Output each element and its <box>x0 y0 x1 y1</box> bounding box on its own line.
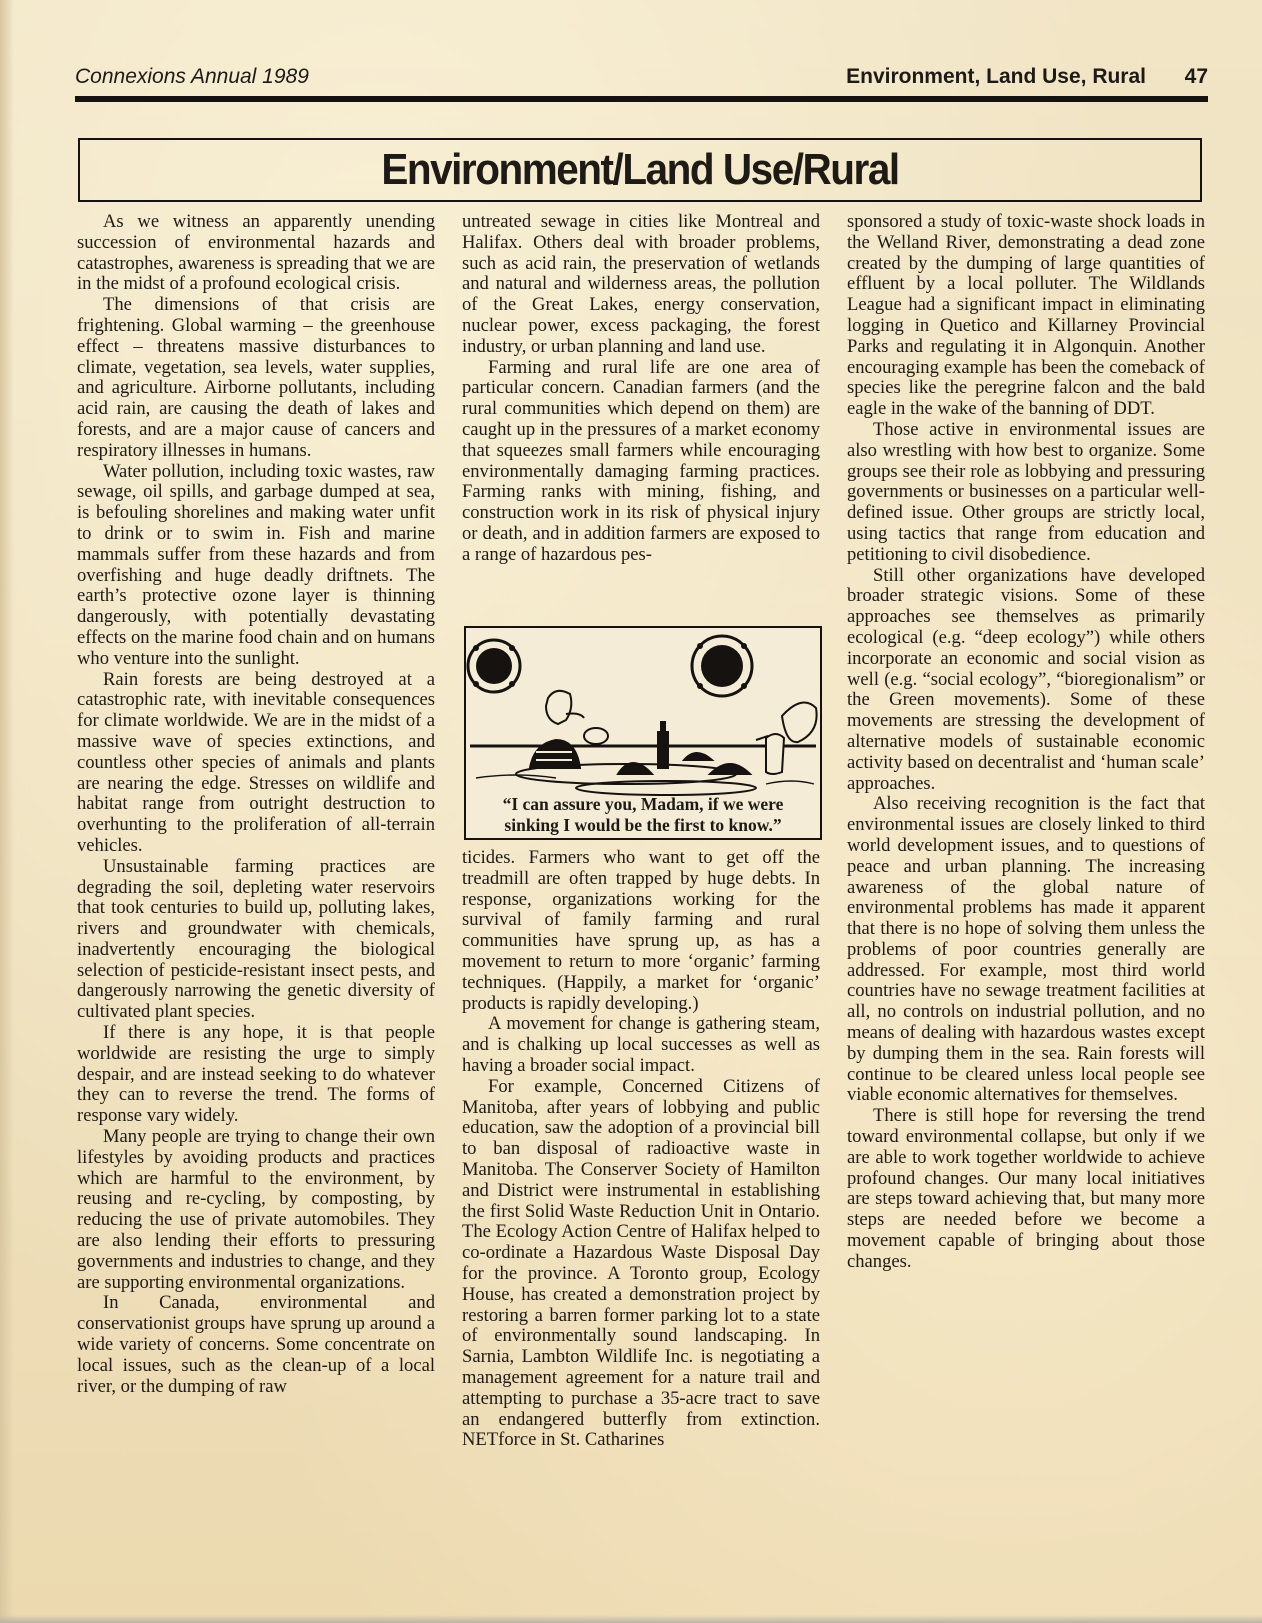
water-ripples-icon <box>476 775 814 784</box>
porthole-right-icon <box>692 636 752 696</box>
paragraph: sponsored a study of toxic-waste shock loads in the Welland River, demonstrating a dead zone created by the dumping of large quantities of effluent by a local polluter. The Wildlands League had a significant impact in eliminating logging in Quetico and Killarney Provincial Parks and regulating it in Algonquin. Another encouraging example has been the comeback of species like the peregrine falcon and the bald eagle in the wake of the banning of DDT. <box>847 211 1205 420</box>
page-number: 47 <box>1184 65 1208 88</box>
paragraph: Many people are trying to change their own lifestyles by avoiding products and practices which are harmful to the environment, by reusing and re-cycling, by composting, by reducing the use of private automobiles. They are also lending their efforts to pressuring governments and industries to change, and they are supporting environmental organizations. <box>77 1126 435 1293</box>
section-name: Environment, Land Use, Rural <box>846 65 1146 88</box>
paragraph: There is still hope for reversing the trend toward environmental collapse, but only if we are able to work together worldwide to achieve profound changes. Our many local initiatives are steps toward achieving that, but many more steps are needed before we become a movement capable of bringing about those changes. <box>847 1105 1205 1272</box>
article-column-1 <box>77 212 435 1397</box>
paragraph: If there is any hope, it is that people worldwide are resisting the urge to simply despair, and are instead seeking to do whatever they can to reverse the trend. The forms of response vary widely. <box>77 1022 435 1127</box>
article-column-2-bottom <box>462 848 820 1451</box>
woman-figure-icon <box>756 703 817 774</box>
paragraph: For example, Concerned Citizens of Manitoba, after years of lobbying and public education, saw the adoption of a provincial bill to ban disposal of radioactive waste in Manitoba. The Conserver Society of Hamilton and District were instrumental in establishing the first Solid Waste Reduction Unit in Ontario. The Ecology Action Centre of Halifax helped to co-ordinate a Hazardous Waste Disposal Day for the province. A Toronto group, Ecology House, has created a demonstration project by restoring a barren former parking lot to a state of environmentally sound landscaping. In Sarnia, Lambton Wildlife Inc. is negotiating a management agreement for a nature trail and attempting to purchase a 35-acre tract to save an endangered butterfly from extinction. NETforce in St. Catharines <box>462 1075 820 1451</box>
paragraph: The dimensions of that crisis are frightening. Global warming – the greenhouse effect – threatens massive disturbances to climate, vegetation, sea levels, water supplies, and agriculture. Airborne pollutants, including acid rain, are causing the death of lakes and forests, and are a major cause of cancers and respiratory illnesses in humans. <box>77 294 435 461</box>
page-bottom-edge-shadow <box>0 1615 1262 1623</box>
cartoon-caption-line-1: “I can assure you, Madam, if we were <box>502 794 784 814</box>
cartoon-caption-line-2: sinking I would be the first to know.” <box>504 815 782 835</box>
cartoon-illustration <box>466 628 820 798</box>
running-header <box>75 60 1208 94</box>
cartoon-figure <box>464 626 822 840</box>
paragraph: Rain forests are being destroyed at a catastrophic rate, with inevitable consequences for climate worldwide. We are in the midst of a massive wave of species extinctions, and countless other species of animals and plants are nearing the edge. Stresses on wildlife and habitat range from outright destruction to overhunting to the proliferation of all-terrain vehicles. <box>77 668 435 856</box>
article-column-3 <box>847 212 1205 1273</box>
paragraph: Those active in environmental issues are also wrestling with how best to organize. Some groups see their role as lobbying and pressuring governments or businesses on a particular well-defined issue. Other groups are strictly local, using tactics that range from education and petitioning to civil disobedience. <box>847 418 1205 565</box>
paragraph: Also receiving recognition is the fact that environmental issues are closely linked to third world development issues, and to questions of peace and urban planning. The increasing awareness of the global nature of environmental problems has made it apparent that there is no hope of solving them unless the problems of poor countries generally are addressed. For example, most third world countries have no sewage treatment facilities at all, no controls on industrial pollution, and no means of dealing with hazardous wastes except by dumping them in the sea. Rain forests will continue to be cleared unless local people see viable economic alternatives for themselves. <box>847 793 1205 1106</box>
man-figure-icon <box>530 691 608 768</box>
article-column-2-top <box>462 212 820 566</box>
publication-name: Connexions Annual 1989 <box>75 65 309 88</box>
paragraph: A movement for change is gathering steam, and is chalking up local successes as well as having a broader social impact. <box>462 1013 820 1076</box>
cartoon-caption <box>466 794 820 836</box>
paragraph: Water pollution, including toxic wastes, raw sewage, oil spills, and garbage dumped at sea, is befouling shorelines and making water unfit to drink or to swim in. Fish and marine mammals suffer from these hazards and from overfishing and huge deadly driftnets. The earth’s protective ozone layer is thinning dangerously, with potentially devastating effects on the marine food chain and on humans who venture into the sunlight. <box>77 460 435 669</box>
paragraph: Farming and rural life are one area of particular concern. Canadian farmers (and the rural communities which depend on them) are caught up in the pressures of a market economy that squeezes small farmers while encouraging environmentally damaging farming practices. Farming ranks with mining, fishing, and construction work in its risk of physical injury or death, and in addition farmers are exposed to a range of hazardous pes- <box>462 356 820 565</box>
porthole-left-icon <box>468 640 520 692</box>
article-title: Environment/Land Use/Rural <box>381 145 899 194</box>
paragraph: In Canada, environmental and conservationist groups have sprung up around a wide variety of concerns. Some concentrate on local issues, such as the clean-up of a local river, or the dumping of raw <box>77 1292 435 1397</box>
paragraph: untreated sewage in cities like Montreal and Halifax. Others deal with broader problems, such as acid rain, the preservation of wetlands and natural and wilderness areas, the pollution of the Great Lakes, energy conservation, nuclear power, excess packaging, the forest industry, or urban planning and land use. <box>462 211 820 357</box>
page-left-edge-shadow <box>0 0 14 1623</box>
paragraph: Unsustainable farming practices are degrading the soil, depleting water reservoirs that took centuries to build up, polluting lakes, rivers and groundwater with chemicals, inadvertently encouraging the biological selection of pesticide-resistant insect pests, and dangerously narrowing the genetic diversity of cultivated plant species. <box>77 855 435 1023</box>
article-title-box <box>78 138 1202 202</box>
paragraph: Still other organizations have developed broader strategic visions. Some of these approaches see themselves as primarily ecological (e.g. “deep ecology”) while others incorporate an economic and social vision as well (e.g. “social ecology”, “bioregionalism” or the Green movements). Some of these movements are stressing the development of alternative models of sustainable economic activity based on decentralist and ‘human scale’ approaches. <box>847 564 1205 794</box>
header-rule <box>75 96 1208 102</box>
paragraph: ticides. Farmers who want to get off the treadmill are often trapped by huge debts. In response, organizations working for the survival of family farming and rural communities have sprung up, as has a movement to return to more ‘organic’ farming techniques. (Happily, a market for ‘organic’ products is rapidly developing.) <box>462 847 820 1014</box>
paragraph: As we witness an apparently unending succession of environmental hazards and catastrophes, awareness is spreading that we are in the midst of a profound ecological crisis. <box>77 211 435 295</box>
